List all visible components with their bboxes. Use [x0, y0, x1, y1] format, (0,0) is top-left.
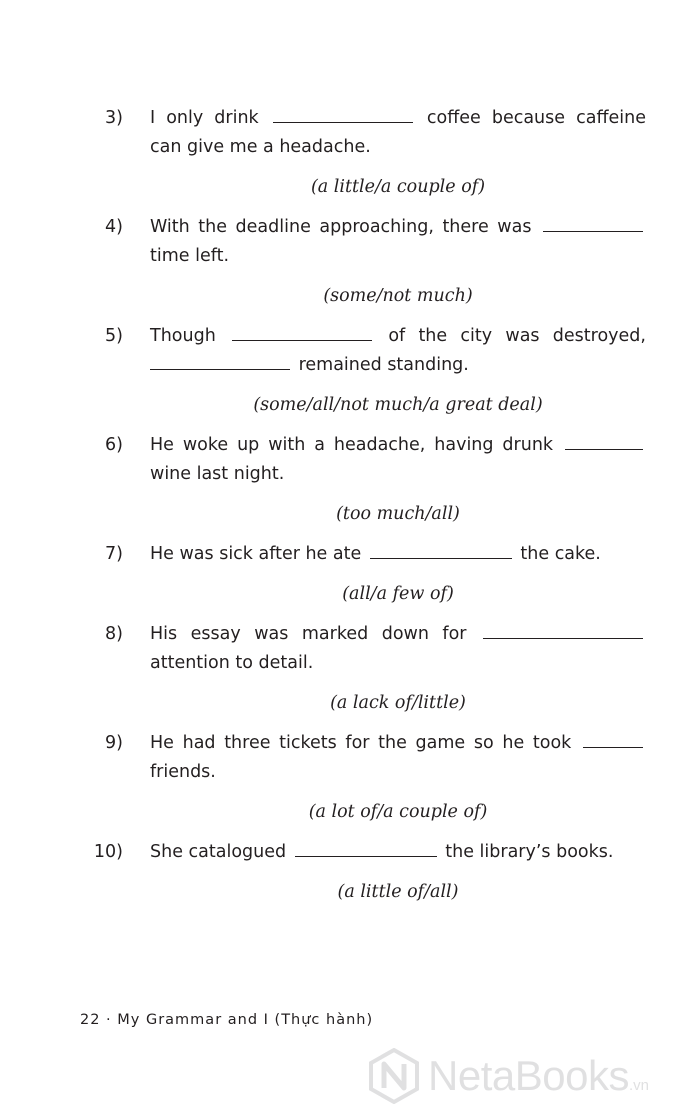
answer-blank[interactable]: [370, 541, 512, 559]
exercise-text: She catalogued the library’s books.: [150, 838, 646, 867]
exercise-text: He woke up with a headache, having drunk wine last night.: [150, 431, 646, 489]
answer-blank[interactable]: [543, 214, 643, 232]
exercise-number: 8): [105, 624, 123, 644]
page-footer: 22 · My Grammar and I (Thực hành): [80, 1012, 374, 1028]
exercise-hint: (some/not much): [323, 286, 473, 306]
netabooks-logo-icon: [368, 1048, 420, 1104]
exercise-text: I only drink coffee because caffeine can give me a headache.: [150, 104, 646, 162]
answer-blank[interactable]: [565, 432, 643, 450]
answer-blank[interactable]: [232, 323, 372, 341]
answer-blank[interactable]: [583, 730, 643, 748]
answer-blank[interactable]: [295, 839, 437, 857]
answer-blank[interactable]: [150, 352, 290, 370]
exercise-text: His essay was marked down for attention to detail.: [150, 620, 646, 678]
exercise-hint: (some/all/not much/a great deal): [253, 395, 543, 415]
watermark-text: NetaBooks.vn: [428, 1052, 649, 1099]
exercise-hint: (a little of/all): [337, 882, 459, 902]
exercise-text: Though of the city was destroyed, remained standing.: [150, 322, 646, 380]
exercise-hint: (all/a few of): [342, 584, 454, 604]
exercise-hint: (too much/all): [336, 504, 460, 524]
exercise-number: 7): [105, 544, 123, 564]
exercise-text: He was sick after he ate the cake.: [150, 540, 646, 569]
exercise-number: 10): [93, 842, 123, 862]
answer-blank[interactable]: [483, 621, 643, 639]
exercise-hint: (a little/a couple of): [310, 177, 486, 197]
exercise-number: 4): [105, 217, 123, 237]
exercise-number: 3): [105, 108, 123, 128]
exercise-text: With the deadline approaching, there was time left.: [150, 213, 646, 271]
exercise-hint: (a lack of/little): [330, 693, 466, 713]
answer-blank[interactable]: [273, 105, 413, 123]
exercise-hint: (a lot of/a couple of): [308, 802, 488, 822]
exercise-number: 6): [105, 435, 123, 455]
exercise-number: 9): [105, 733, 123, 753]
exercise-text: He had three tickets for the game so he took friends.: [150, 729, 646, 787]
exercise-number: 5): [105, 326, 123, 346]
netabooks-watermark: [368, 1046, 688, 1106]
